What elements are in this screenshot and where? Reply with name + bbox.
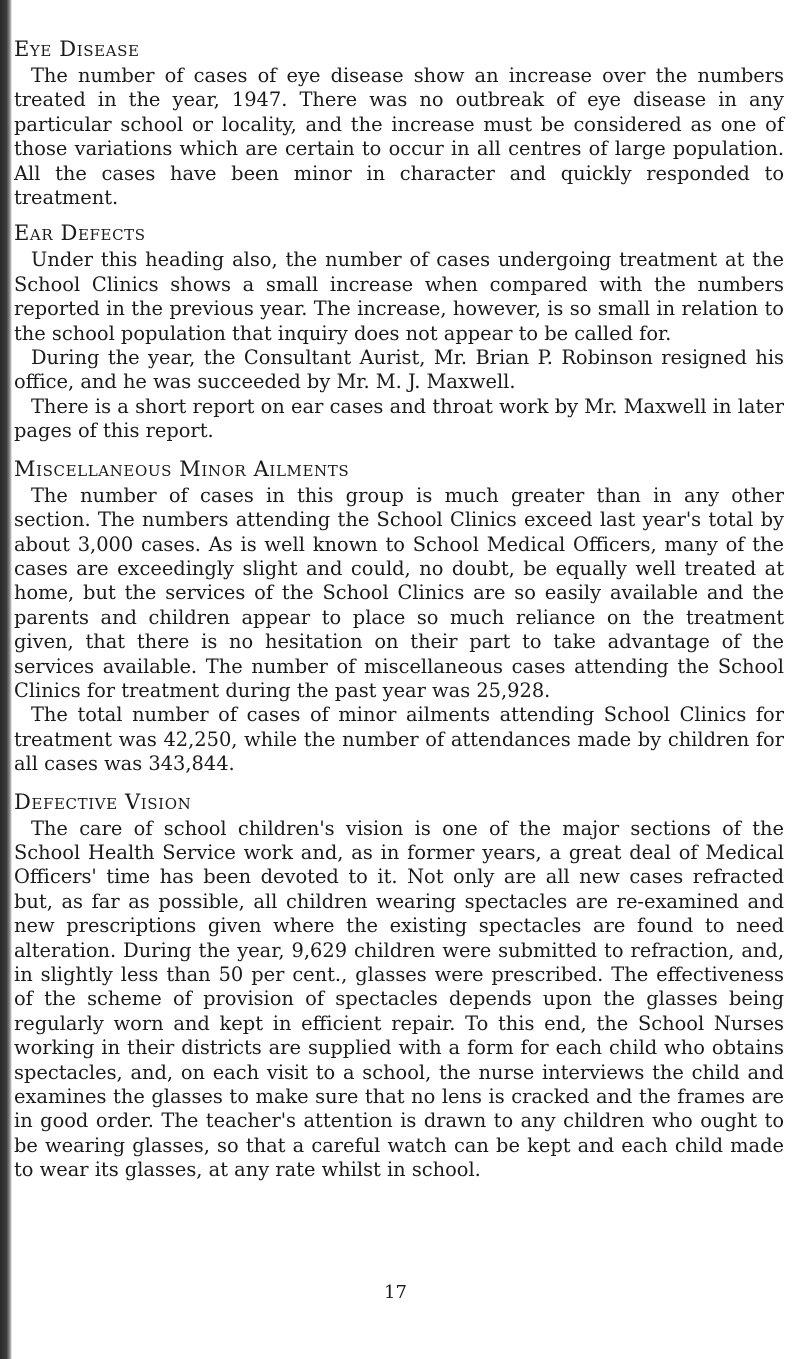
section-heading: Defective Vision <box>14 789 192 814</box>
paragraph: The care of school children's vision is one of the major sections of the School Health Service work and, as in former years, a great deal of Medical Officers' time has been devoted to it. Not only are all new cases refracted but, as far as possible, all children wearing spectacles are re-examined and new prescriptions given where the existing spectacles are found to need alteration. During the year, 9,629 children were submitted to refraction, and, in slightly less than 50 per cent., glasses were prescribed. The effectiveness of the scheme of provision of spectacles depends upon the glasses being regularly worn and kept in efficient repair. To this end, the School Nurses working in their districts are supplied with a form for each child who obtains spectacles, and, on each visit to a school, the nurse interviews the child and examines the glasses to make sure that no lens is cracked and the frames are in good order. The teacher's attention is drawn to any children who ought to be wearing glasses, so that a careful watch can be kept and each child made to wear its glasses, at any rate whilst in school. <box>14 816 784 1182</box>
document-page <box>14 34 784 1183</box>
section-ear-defects <box>14 218 784 443</box>
paragraph: There is a short report on ear cases and throat work by Mr. Maxwell in later pages of this report. <box>14 394 784 443</box>
paragraph: The number of cases in this group is much greater than in any other section. The numbers attending the School Clinics exceed last year's total by about 3,000 cases. As is well known to School Medical Officers, many of the cases are exceedingly slight and could, no doubt, be equally well treated at home, but the services of the School Clinics are so easily available and the parents and children appear to place so much reliance on the treatment given, that there is no hesitation on their part to take advantage of the services available. The number of miscellaneous cases attending the School Clinics for treatment during the past year was 25,928. <box>14 483 784 702</box>
paragraph: Under this heading also, the number of cases undergoing treatment at the School Clinics shows a small increase when compared with the numbers reported in the previous year. The increase, however, is so small in relation to the school population that inquiry does not appear to be called for. <box>14 248 784 345</box>
section-heading: Ear Defects <box>14 221 146 246</box>
paragraph: During the year, the Consultant Aurist, Mr. Brian P. Robinson resigned his office, and he was succeeded by Mr. M. J. Maxwell. <box>14 346 784 394</box>
page-number: 17 <box>384 1282 407 1303</box>
section-heading: Miscellaneous Minor Ailments <box>14 456 350 481</box>
section-defective-vision <box>14 787 784 1183</box>
section-miscellaneous-minor-ailments <box>14 454 784 777</box>
section-eye-disease <box>14 34 784 210</box>
section-heading: Eye Disease <box>14 37 140 61</box>
paragraph: The total number of cases of minor ailments attending School Clinics for treatment was 42,250, while the number of attendances made by children for all cases was 343,844. <box>14 703 784 776</box>
book-spine-shadow <box>0 0 12 1359</box>
paragraph: The number of cases of eye disease show an increase over the numbers treated in the year, 1947. There was no outbreak of eye disease in any particular school or locality, and the increase must be considered as one of those variations which are certain to occur in all centres of large population. All the cases have been minor in character and quickly responded to treatment. <box>14 64 784 210</box>
